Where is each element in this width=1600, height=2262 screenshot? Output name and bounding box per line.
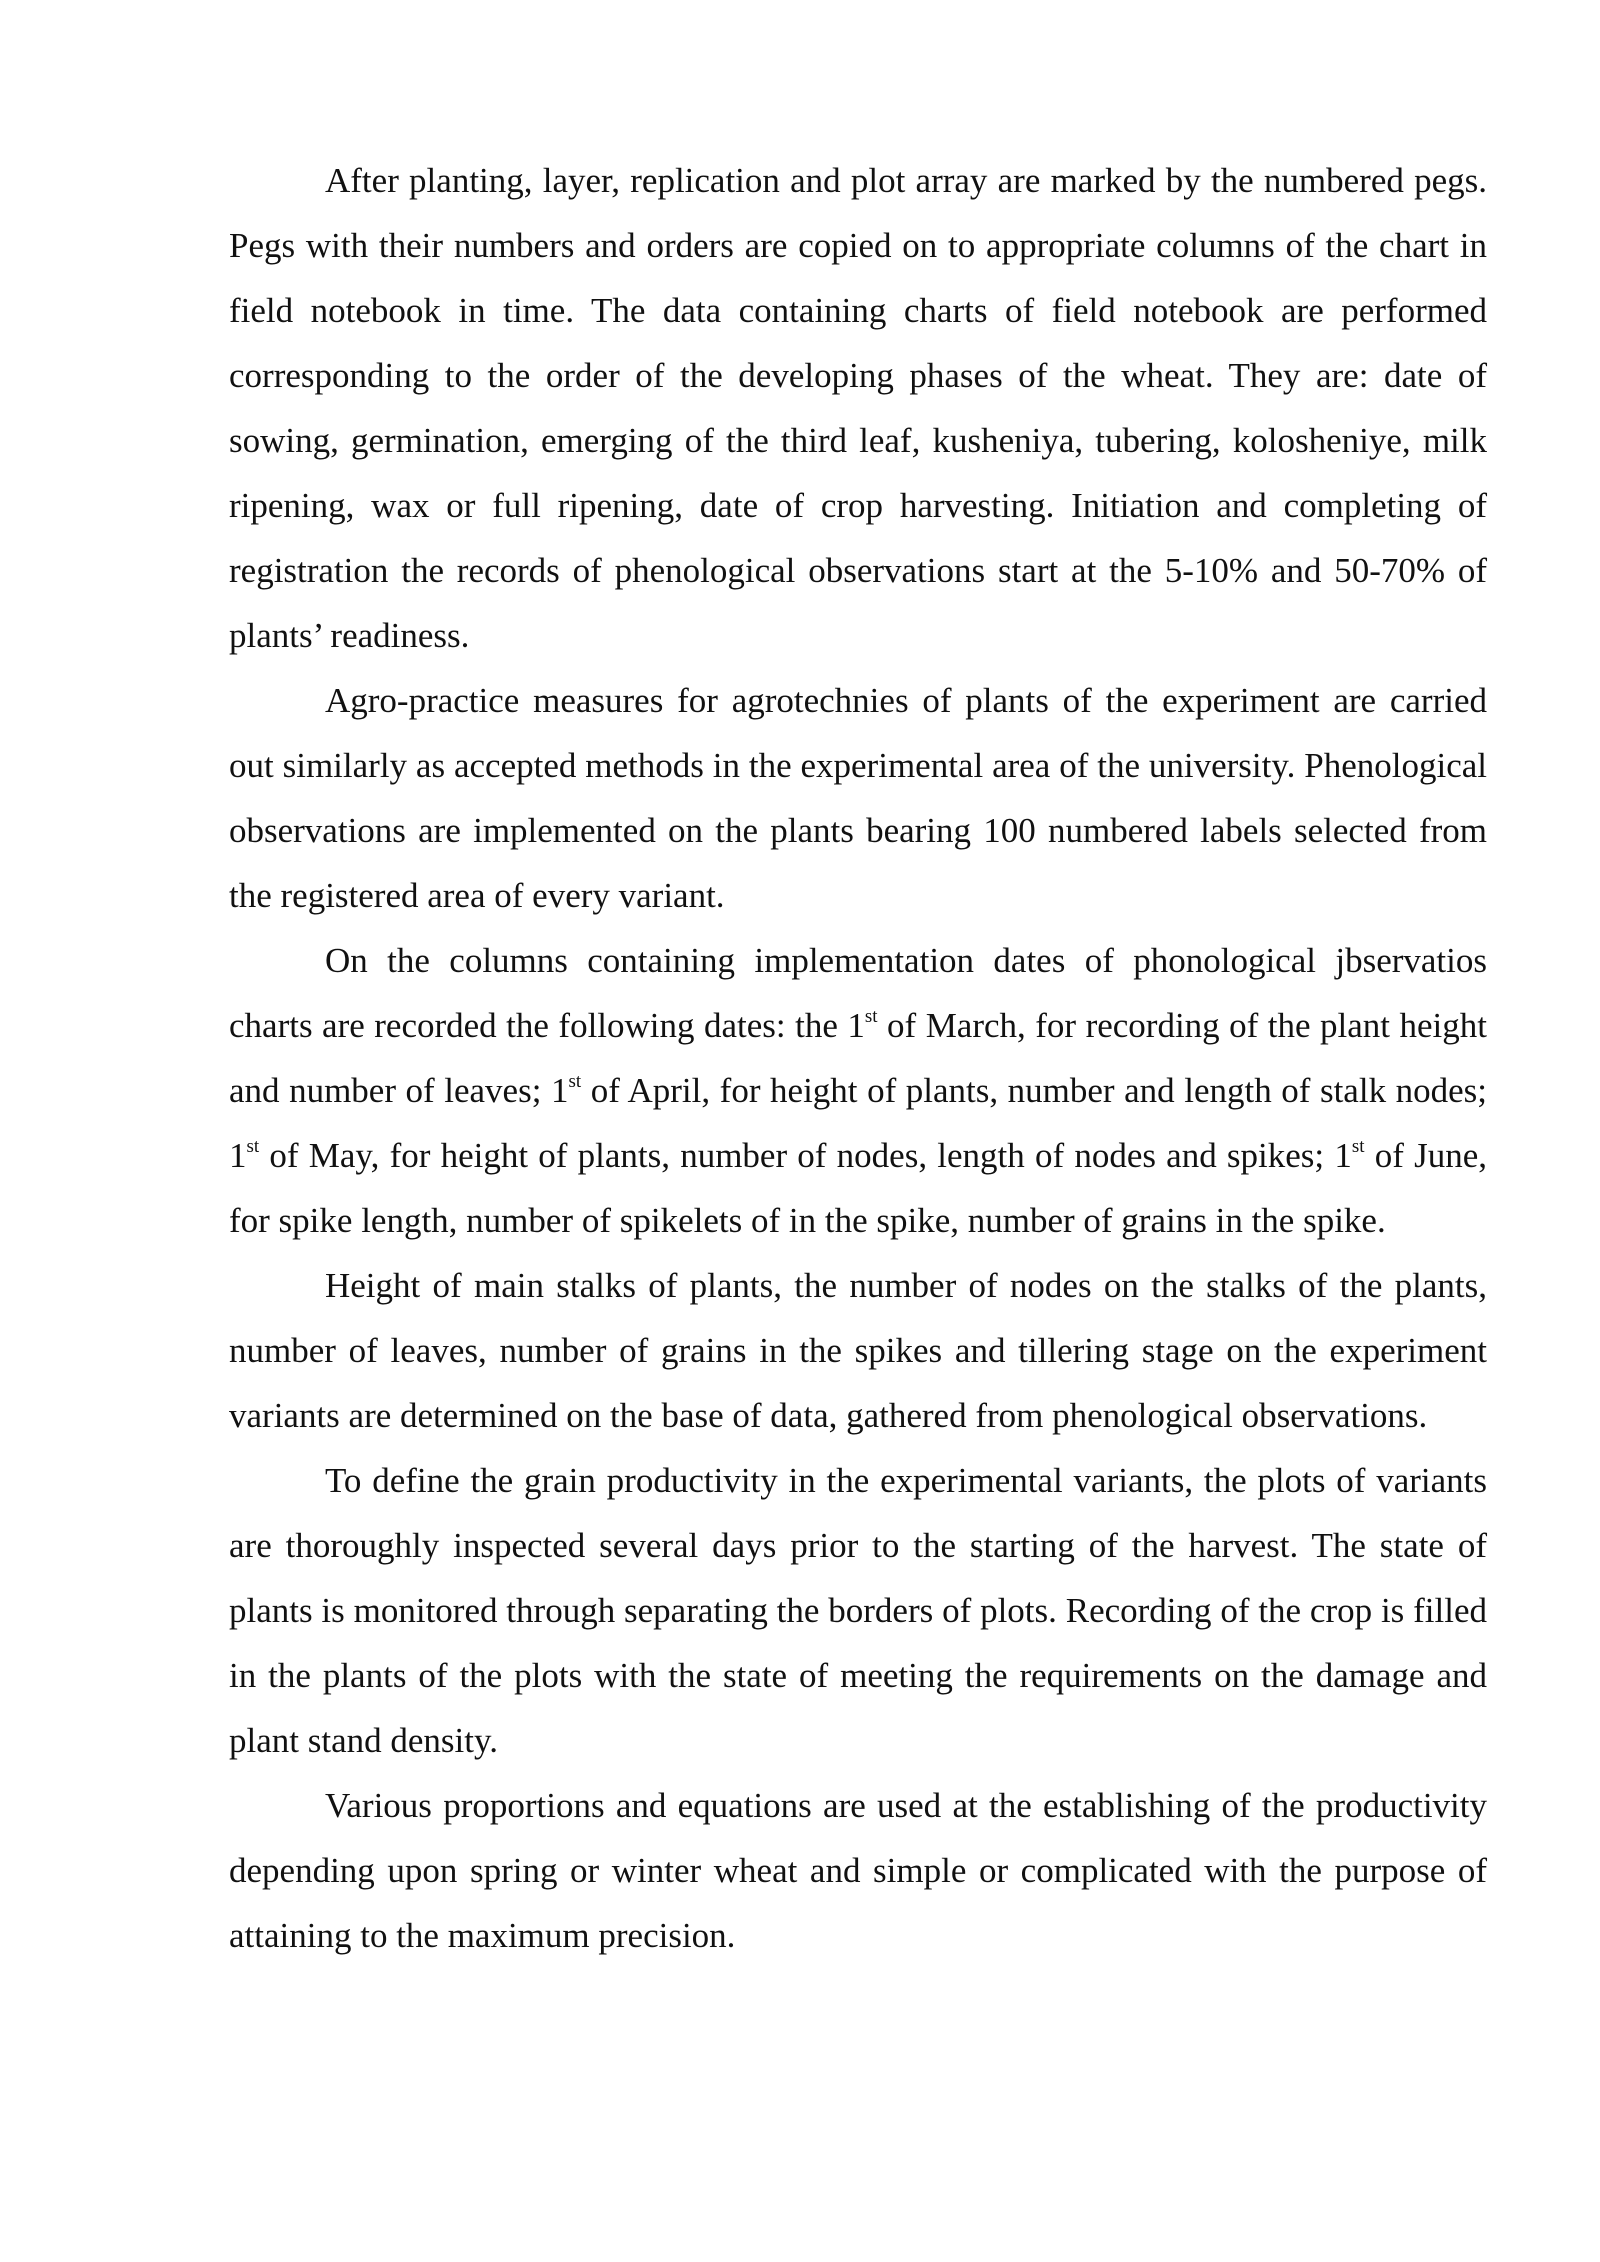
paragraph-planting-pegs: After planting, layer, replication and plot array are marked by the numbered pegs. Pegs with their numbers and orders are copied on to appropriate columns of the chart in field notebook in time. The data containing charts of field notebook are performed corresponding to the order of the developing phases of the wheat. They are: date of sowing, germination, emerging of the third leaf, kusheniya, tubering, kolosheniye, milk ripening, wax or full ripening, date of crop harvesting. Initiation and completing of registration the records of phenological observations start at the 5-10% and 50-70% of plants’ readiness. bbox=[229, 161, 1487, 655]
paragraph-proportions: Various proportions and equations are used at the establishing of the productivity depending upon spring or winter wheat and simple or complicated with the purpose of attaining to the maximum precision. bbox=[229, 1786, 1487, 1955]
dates-text-segment: of June, for spike length, number of spikelets of in the spike, number of grains in the spike. bbox=[229, 1136, 1487, 1240]
document-page bbox=[229, 148, 1487, 1968]
paragraph-stalk-height: Height of main stalks of plants, the number of nodes on the stalks of the plants, number of leaves, number of grains in the spikes and tillering stage on the experiment variants are determined on the base of data, gathered from phenological observations. bbox=[229, 1266, 1487, 1435]
dates-text-segment: of April, for height of plants, number and length of stalk nodes; 1 bbox=[229, 1071, 1487, 1175]
paragraph-agro-practice: Agro-practice measures for agrotechnies of plants of the experiment are carried out similarly as accepted methods in the experimental area of the university. Phenological observations are implemented on the plants bearing 100 numbered labels selected from the registered area of every variant. bbox=[229, 681, 1487, 915]
ordinal-suffix: st bbox=[1351, 1136, 1365, 1157]
dates-text-segment: of March, for recording of the plant height and number of leaves; 1 bbox=[229, 1006, 1487, 1110]
paragraph-grain-productivity: To define the grain productivity in the experimental variants, the plots of variants are thoroughly inspected several days prior to the starting of the harvest. The state of plants is monitored through separating the borders of plots. Recording of the crop is filled in the plants of the plots with the state of meeting the requirements on the damage and plant stand density. bbox=[229, 1461, 1487, 1760]
dates-text-segment: On the columns containing implementation dates of phonological jbservatios charts are recorded the following dates: the 1 bbox=[229, 941, 1487, 1045]
ordinal-suffix: st bbox=[246, 1136, 260, 1157]
ordinal-suffix: st bbox=[568, 1071, 582, 1092]
paragraph-observation-dates bbox=[229, 928, 1487, 1253]
dates-text-segment: of May, for height of plants, number of nodes, length of nodes and spikes; 1 bbox=[259, 1136, 1352, 1175]
ordinal-suffix: st bbox=[864, 1006, 878, 1027]
